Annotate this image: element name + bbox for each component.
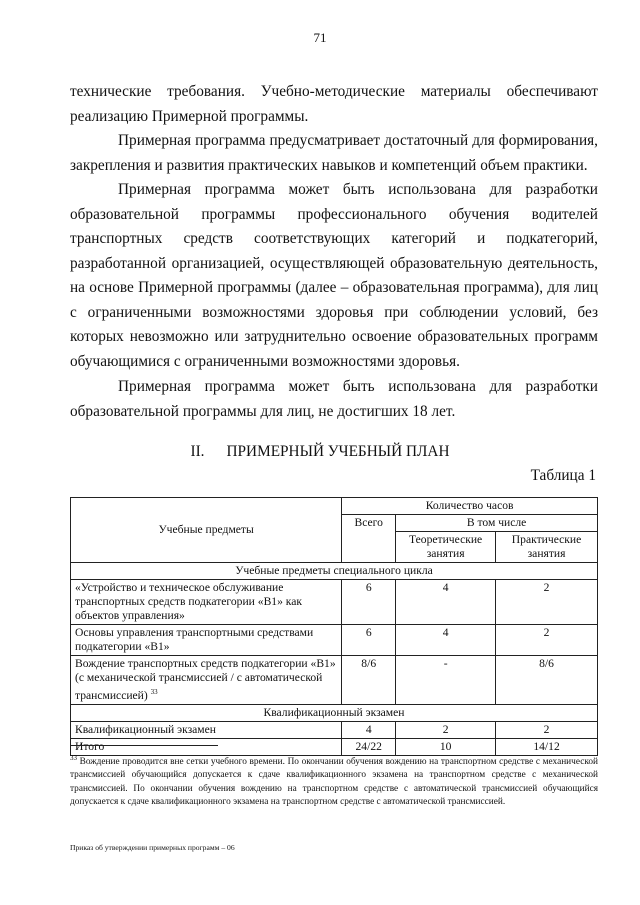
table-row [71,580,598,625]
paragraph: Примерная программа может быть использована для разработки образовательной программы для лиц, не достигших 18 лет. [70,378,598,420]
body-text-2 [70,129,598,178]
footnote-number: 33 [70,754,77,762]
total-hours: 8/6 [342,656,396,705]
paragraph: технические требования. Учебно-методические материалы обеспечивают реализацию Примерной программы. [70,83,598,125]
page-number: 71 [313,30,327,45]
subject-name-cell [71,656,342,705]
paragraph: Примерная программа может быть использована для разработки образовательной программы профессионального обучения водителей транспортных средств соответствующих категорий и подкатегорий, разработанной организацией, осуществляющей образовательную деятельность, на основе Примерной программы (далее – образовательная программа), для лиц с ограниченными возможностями здоровья при соблюдении условий, без которых невозможно или затруднительно освоение образовательных программ обучающимися с ограниченными возможностями здоровья. [70,181,598,370]
theory-hours: 10 [396,738,496,755]
footnote-text: Вождение проводится вне сетки учебного времени. По окончании обучения вождению на транспортном средстве с механической трансмиссией обучающийся допускается к сдаче квалификационного экзамена на транспортном средстве с механической трансмиссией. По окончании обучения вождению на транспортном средстве с автоматической трансмиссией обучающийся допускается к сдаче квалификационного экзамена на транспортном средстве с автоматической трансмиссией. [70,757,598,807]
subject-name: Вождение транспортных средств подкатегории «В1» (с механической трансмиссией / с автоматической трансмиссией) [75,657,336,702]
practice-hours: 8/6 [496,656,598,705]
section-title: ПРИМЕРНЫЙ УЧЕБНЫЙ ПЛАН [226,443,450,460]
theory-hours: 2 [396,721,496,738]
footnote-ref: 33 [150,688,158,696]
total-hours: 6 [342,580,396,625]
total-hours: 6 [342,625,396,656]
table-row [71,721,598,738]
total-label: Итого [71,738,342,755]
table-section-row [71,704,598,721]
study-plan-table [70,497,598,756]
table-section-row [71,563,598,580]
practice-hours: 14/12 [496,738,598,755]
theory-hours: 4 [396,580,496,625]
theory-hours: 4 [396,625,496,656]
subject-name: Квалификационный экзамен [71,721,342,738]
body-text-4 [70,375,598,424]
header-practice: Практические занятия [496,532,598,563]
table-row [71,625,598,656]
page-footer: Приказ об утверждении примерных программ – 06 [70,843,235,852]
body-text-3 [70,178,598,374]
total-hours: 4 [342,721,396,738]
practice-hours: 2 [496,721,598,738]
footnote-divider [70,745,218,746]
table-header-row [71,498,598,515]
header-theory: Теоретические занятия [396,532,496,563]
section-special-label: Учебные предметы специального цикла [71,563,598,580]
total-hours: 24/22 [342,738,396,755]
subject-name: Основы управления транспортными средствами подкатегории «В1» [71,625,342,656]
header-total: Всего [342,515,396,563]
section-number: II. [190,443,205,460]
header-hours: Количество часов [342,498,598,515]
section-heading [0,443,640,461]
section-exam-label: Квалификационный экзамен [71,704,598,721]
paragraph: Примерная программа предусматривает достаточный для формирования, закрепления и развития практических навыков и компетенций объем практики. [70,132,598,174]
footnote [70,752,598,809]
practice-hours: 2 [496,580,598,625]
subject-name: «Устройство и техническое обслуживание транспортных средств подкатегории «В1» как объектов управления» [71,580,342,625]
header-subjects: Учебные предметы [71,498,342,563]
theory-hours: - [396,656,496,705]
header-including: В том числе [396,515,598,532]
practice-hours: 2 [496,625,598,656]
body-text [70,80,598,129]
table-caption: Таблица 1 [530,467,596,484]
table-row [71,656,598,705]
